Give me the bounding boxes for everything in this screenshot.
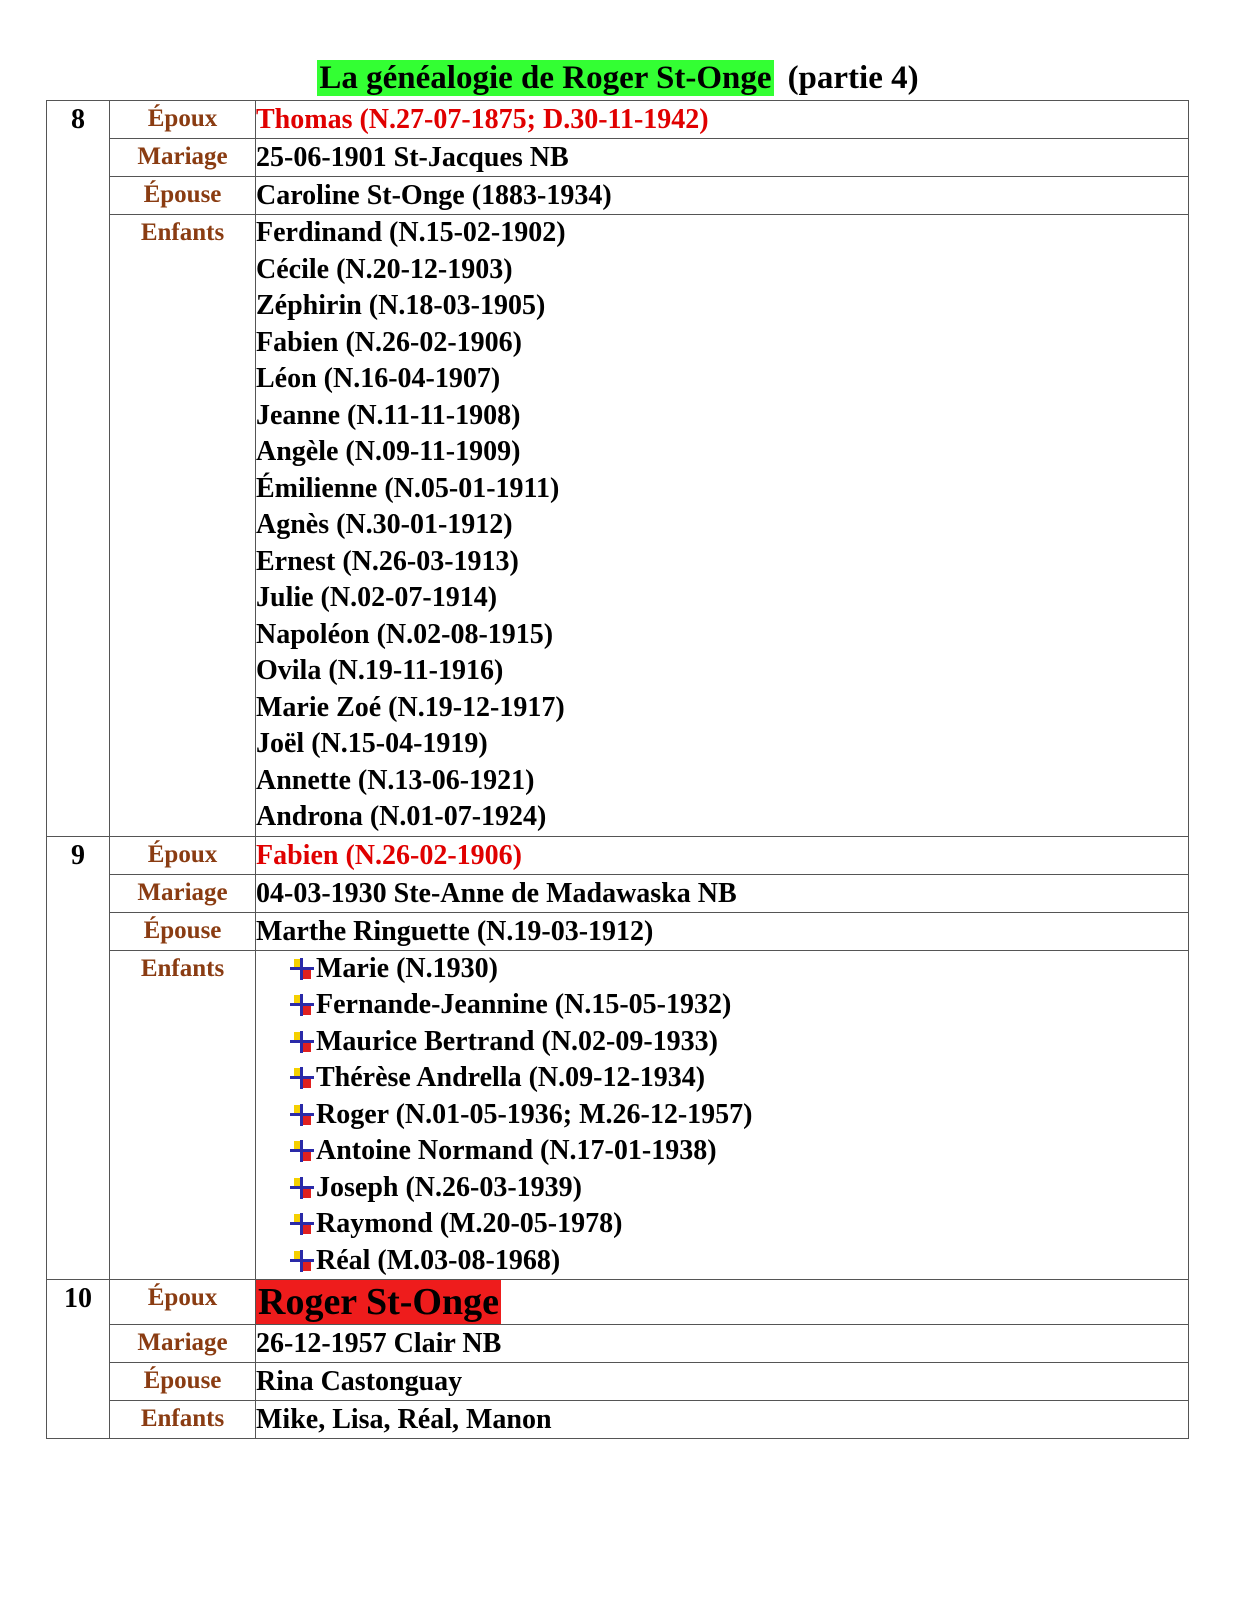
list-item: Zéphirin (N.18-03-1905) [256,290,546,321]
cross-bullet-icon [290,1177,314,1199]
list-item: Angèle (N.09-11-1909) [256,436,521,467]
cross-bullet-icon [290,1213,314,1235]
child-name: Réal (M.03-08-1968) [316,1244,561,1276]
list-item: Julie (N.02-07-1914) [256,582,498,613]
list-item: Androna (N.01-07-1924) [256,801,547,832]
table-row [47,1280,1189,1325]
child-name: Joseph (N.26-03-1939) [316,1171,582,1203]
list-item: Fabien (N.26-02-1906) [256,326,522,358]
list-item: Émilienne (N.05-01-1911) [256,472,560,504]
mariage-value: 26-12-1957 Clair NB [256,1325,1189,1363]
child-name: Thérèse Andrella (N.09-12-1934) [316,1062,706,1093]
table-row [47,950,1189,1280]
list-item: Annette (N.13-06-1921) [256,764,535,796]
list-item [244,1097,1188,1134]
label-epoux: Époux [110,836,256,874]
list-item [244,1024,1188,1061]
list-item [244,951,1188,988]
roger-highlight: Roger St-Onge [258,1281,499,1323]
cross-bullet-icon [290,1067,314,1089]
table-row [47,139,1189,177]
list-item [244,1170,1188,1207]
child-name: Fernande-Jeannine (N.15-05-1932) [316,989,732,1020]
mariage-value: 04-03-1930 Ste-Anne de Madawaska NB [256,874,1189,912]
epoux-value: Thomas (N.27-07-1875; D.30-11-1942) [256,101,1189,139]
cross-bullet-icon [290,1250,314,1272]
list-item: Napoléon (N.02-08-1915) [256,618,554,650]
epoux-value: Fabien (N.26-02-1906) [256,836,1189,874]
table-row [47,215,1189,837]
label-enfants: Enfants [110,1401,256,1439]
label-enfants: Enfants [110,950,256,1280]
table-row [47,836,1189,874]
epouse-value: Rina Castonguay [256,1363,1189,1401]
list-item: Joël (N.15-04-1919) [256,728,488,759]
label-epouse: Épouse [110,1363,256,1401]
label-epouse: Épouse [110,177,256,215]
enfants-list [256,215,1189,837]
child-name: Maurice Bertrand (N.02-09-1933) [316,1025,719,1057]
cross-bullet-icon [290,994,314,1016]
enfants-value: Mike, Lisa, Réal, Manon [256,1401,1189,1439]
table-row [47,874,1189,912]
table-row [47,101,1189,139]
title-suffix: (partie 4) [787,60,919,96]
cross-bullet-icon [290,958,314,980]
list-item [244,1133,1188,1170]
child-name: Raymond (M.20-05-1978) [316,1208,623,1239]
child-name: Roger (N.01-05-1936; M.26-12-1957) [316,1098,753,1130]
title-highlighted: La généalogie de Roger St-Onge [319,60,772,96]
page-title [0,58,1236,98]
list-item [244,1206,1188,1243]
mariage-value: 25-06-1901 St-Jacques NB [256,139,1189,177]
label-epoux: Époux [110,1280,256,1325]
generation-number: 8 [47,101,110,837]
table-row [47,1363,1189,1401]
list-item: Cécile (N.20-12-1903) [256,253,513,285]
list-item: Marie Zoé (N.19-12-1917) [256,691,565,723]
label-enfants: Enfants [110,215,256,837]
list-item: Jeanne (N.11-11-1908) [256,399,521,431]
list-item: Ernest (N.26-03-1913) [256,545,519,577]
cross-bullet-icon [290,1140,314,1162]
generation-number: 10 [47,1280,110,1439]
cross-bullet-icon [290,1104,314,1126]
table-row [47,912,1189,950]
genealogy-table [46,100,1189,1439]
enfants-list [256,950,1189,1280]
list-item: Ferdinand (N.15-02-1902) [256,217,566,248]
epouse-value: Caroline St-Onge (1883-1934) [256,177,1189,215]
child-name: Marie (N.1930) [316,952,498,984]
label-epoux: Époux [110,101,256,139]
generation-number: 9 [47,836,110,1280]
list-item [244,1060,1188,1097]
list-item [244,1243,1188,1280]
table-row [47,177,1189,215]
label-mariage: Mariage [110,1325,256,1363]
list-item: Agnès (N.30-01-1912) [256,509,513,540]
label-mariage: Mariage [110,139,256,177]
list-item: Ovila (N.19-11-1916) [256,655,504,686]
child-name: Antoine Normand (N.17-01-1938) [316,1135,717,1166]
label-mariage: Mariage [110,874,256,912]
epouse-value: Marthe Ringuette (N.19-03-1912) [256,912,1189,950]
table-row [47,1325,1189,1363]
table-row [47,1401,1189,1439]
list-item [244,987,1188,1024]
epoux-value [256,1280,1189,1325]
list-item: Léon (N.16-04-1907) [256,363,501,394]
cross-bullet-icon [290,1031,314,1053]
label-epouse: Épouse [110,912,256,950]
